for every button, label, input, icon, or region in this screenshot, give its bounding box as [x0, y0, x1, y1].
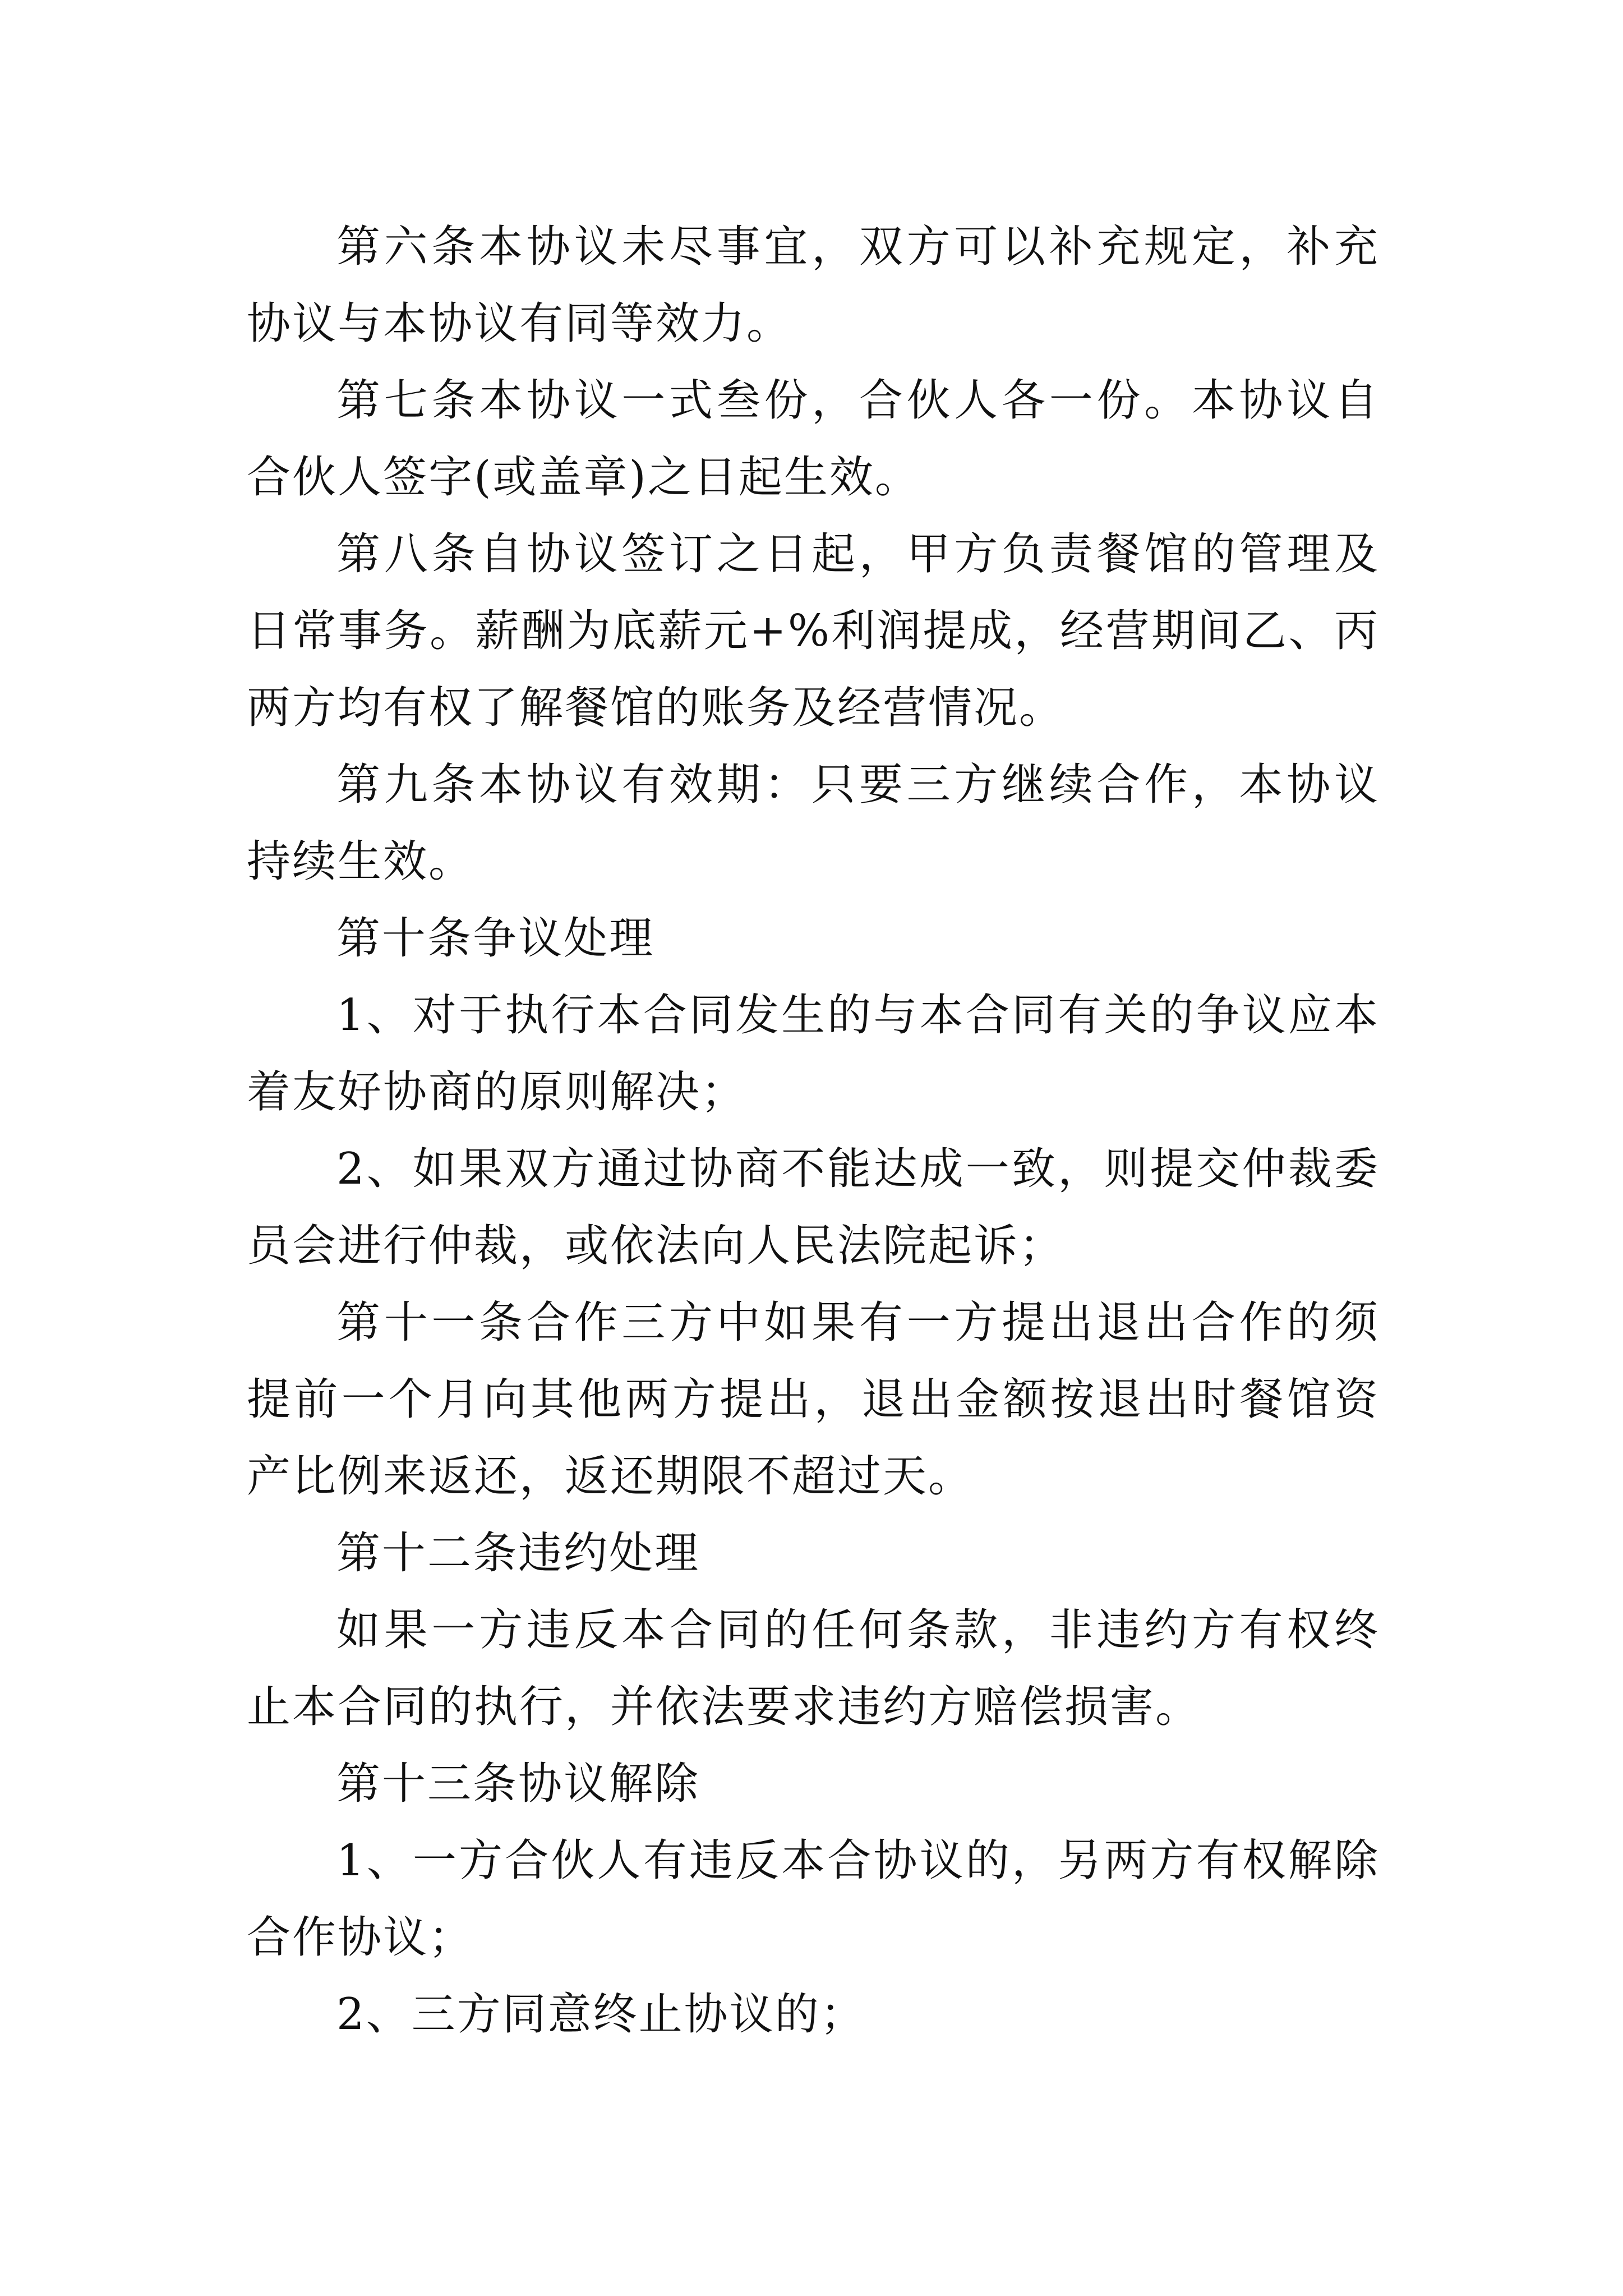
document-body — [247, 209, 1380, 2053]
clause-11-paragraph: 第十一条合作三方中如果有一方提出退出合作的须提前一个月向其他两方提出，退出金额按退出时餐馆资产比例来返还，返还期限不超过天。 — [247, 1297, 1380, 1502]
clause-12-heading: 第十二条违约处理 — [336, 1528, 700, 1579]
clause-12-paragraph: 如果一方违反本合同的任何条款，非违约方有权终止本合同的执行，并依法要求违约方赔偿损害。 — [247, 1605, 1380, 1732]
clause-10-item-2: 2、如果双方通过协商不能达成一致，则提交仲裁委员会进行仲裁，或依法向人民法院起诉； — [247, 1144, 1380, 1271]
clause-13-heading: 第十三条协议解除 — [336, 1759, 700, 1809]
clause-13-item-1: 1、一方合伙人有违反本合协议的，另两方有权解除合作协议； — [247, 1835, 1380, 1963]
clause-6-paragraph: 第六条本协议未尽事宜，双方可以补充规定，补充协议与本协议有同等效力。 — [247, 222, 1380, 349]
clause-8-paragraph: 第八条自协议签订之日起，甲方负责餐馆的管理及日常事务。薪酬为底薪元+%利润提成，经营期间乙、丙两方均有权了解餐馆的账务及经营情况。 — [247, 529, 1380, 733]
clause-9-paragraph: 第九条本协议有效期：只要三方继续合作，本协议持续生效。 — [247, 760, 1380, 887]
clause-10-heading: 第十条争议处理 — [336, 913, 655, 964]
clause-10-item-1: 1、对于执行本合同发生的与本合同有关的争议应本着友好协商的原则解决； — [247, 990, 1380, 1117]
clause-7-paragraph: 第七条本协议一式叁份，合伙人各一份。本协议自合伙人签字(或盖章)之日起生效。 — [247, 375, 1380, 503]
clause-13-item-2: 2、三方同意终止协议的； — [336, 1989, 866, 2040]
